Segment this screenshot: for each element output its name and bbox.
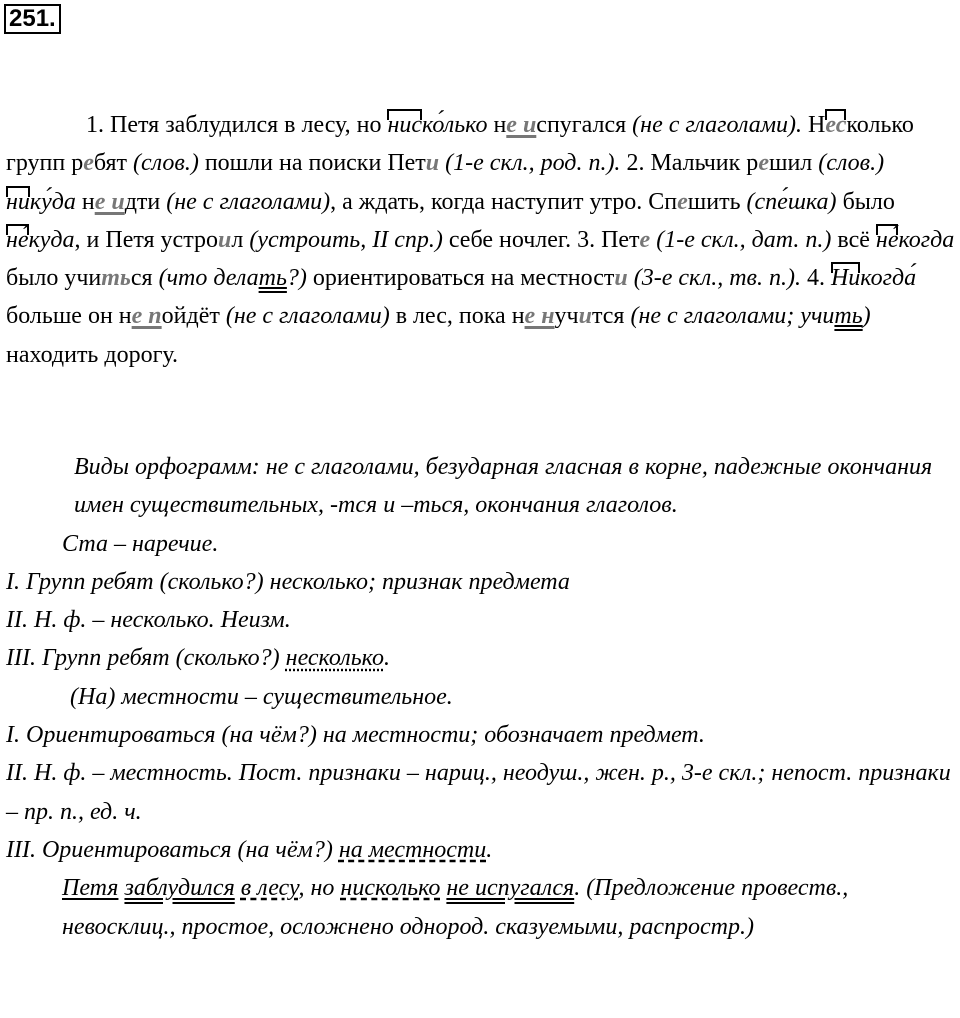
- orthogram: е и: [94, 188, 125, 215]
- note: [630, 303, 870, 329]
- orthogram: е: [677, 188, 688, 215]
- orthogram: е н: [524, 303, 555, 330]
- orthogram: е п: [131, 303, 162, 330]
- orthogram: и: [218, 226, 232, 253]
- text: (что дела: [158, 265, 259, 292]
- text: ся: [130, 265, 153, 292]
- text: (не с глаголами; учи: [630, 303, 835, 330]
- text: шить: [687, 188, 741, 215]
- prefix-mark: не́: [6, 226, 29, 253]
- text: бят: [93, 150, 128, 177]
- orthogram: е: [83, 150, 94, 177]
- text: н: [81, 188, 95, 215]
- note: (не с глаголами): [166, 188, 331, 215]
- text: было учи: [6, 265, 102, 292]
- orthogram: е: [639, 226, 651, 253]
- text: когда: [898, 226, 955, 253]
- morph-na-2: II. Н. ф. – местность. Пост. признаки – нариц., неодуш., жен. р., 3-е скл.; непост. признаки – пр. п., ед. ч.: [6, 760, 951, 825]
- morph-heading-sta: Ста – наречие.: [62, 530, 219, 557]
- orthogram-types: Виды орфограмм: не с глаголами, безударная гласная в корне, падежные окончания имен существительных, -тся и –ться, окончания глаголов.: [74, 454, 933, 519]
- text: ку́да: [29, 188, 76, 215]
- orthogram: и: [578, 303, 592, 330]
- note: (слов.): [133, 150, 199, 177]
- s3-num: 3.: [577, 226, 596, 253]
- adverbial: в лесу: [240, 875, 299, 902]
- text: ко́лько: [422, 112, 488, 138]
- text: уч: [554, 303, 579, 330]
- text: шил: [768, 150, 813, 177]
- text: ?): [286, 265, 307, 292]
- text: куда: [28, 226, 75, 253]
- text: III. Ориентироваться (на чём?): [6, 836, 333, 863]
- text: ть: [834, 303, 863, 330]
- prefix-mark: не́: [875, 226, 899, 253]
- orthogram: ть: [101, 265, 131, 292]
- text: ойдёт: [161, 303, 220, 330]
- exercise-text: [6, 106, 956, 374]
- syntax-analysis: [6, 869, 956, 946]
- text: больше он н: [6, 303, 132, 330]
- prefix-mark: Ни: [830, 265, 861, 292]
- morph-sta-3: [6, 639, 956, 677]
- text: несколько: [285, 645, 384, 672]
- text: Н: [808, 112, 826, 138]
- text: находить дорогу.: [6, 341, 179, 368]
- orthogram: и: [614, 265, 628, 292]
- text: когда́: [860, 265, 917, 292]
- text: пошли на поиски Пет: [204, 150, 426, 177]
- morph-sta-2: II. Н. ф. – несколько. Неизм.: [6, 607, 291, 634]
- note: (устроить, II спр.): [249, 226, 443, 253]
- morph-sta-1: I. Групп ребят (сколько?) несколько; признак предмета: [6, 568, 570, 595]
- text: в лес, пока н: [395, 303, 525, 330]
- note: (1-е скл., род. п.).: [445, 150, 621, 177]
- note: (слов.): [818, 150, 885, 177]
- morph-na-1: I. Ориентироваться (на чём?) на местности; обозначает предмет.: [6, 722, 705, 749]
- text: III. Групп ребят (сколько?): [6, 645, 280, 672]
- note: [159, 265, 307, 291]
- note: (1-е скл., дат. п.): [656, 226, 832, 253]
- text: ): [862, 303, 871, 330]
- text: на местности: [338, 836, 487, 863]
- morph-na-3: [6, 831, 956, 869]
- s4-num: 4.: [806, 265, 825, 292]
- orthogram: и: [425, 150, 440, 177]
- prefix-mark: ес: [825, 112, 847, 138]
- text: , и Петя устро: [74, 226, 218, 253]
- text: .: [486, 836, 493, 863]
- text: было: [842, 188, 895, 215]
- text: л: [231, 226, 244, 253]
- exercise-number: 251.: [4, 4, 61, 34]
- text: Петя заблудился в лесу, но: [110, 112, 382, 138]
- text: тся: [591, 303, 625, 330]
- predicate: не испугался: [446, 875, 575, 902]
- subject: Петя: [62, 875, 119, 902]
- text: дти: [124, 188, 161, 215]
- text: всё: [837, 226, 870, 253]
- note: (спе́шка): [746, 188, 837, 215]
- s2-num: 2.: [626, 150, 645, 177]
- text: колько групп р: [6, 112, 914, 177]
- text: Мальчик р: [650, 150, 759, 177]
- text: ть: [258, 265, 287, 292]
- text: , а ждать, когда наступит утро. Сп: [330, 188, 678, 215]
- text: спугался: [536, 112, 627, 138]
- s1-num: 1.: [86, 112, 104, 138]
- predicate: заблудился: [124, 875, 235, 902]
- adverbial: нисколько: [340, 875, 441, 902]
- orthogram: е и: [506, 112, 537, 138]
- note: (не с глаголами).: [632, 112, 803, 138]
- analysis-section: [6, 448, 956, 946]
- text: Пет: [601, 226, 640, 253]
- note: (3-е скл., тв. п.).: [633, 265, 801, 292]
- text: . (Предложение провеств., невосклиц., простое, осложнено однород. сказуемыми, распростр.): [62, 875, 849, 940]
- text: ориентироваться на местност: [312, 265, 615, 292]
- text: , но: [298, 875, 335, 902]
- text: н: [493, 112, 507, 138]
- morph-heading-na: (На) местности – существительное.: [70, 683, 453, 710]
- text: себе ночлег.: [448, 226, 572, 253]
- prefix-mark: нис: [387, 112, 423, 138]
- prefix-mark: ни: [6, 188, 30, 215]
- orthogram: е: [758, 150, 769, 177]
- note: (не с глаголами): [225, 303, 390, 330]
- text: .: [383, 645, 390, 672]
